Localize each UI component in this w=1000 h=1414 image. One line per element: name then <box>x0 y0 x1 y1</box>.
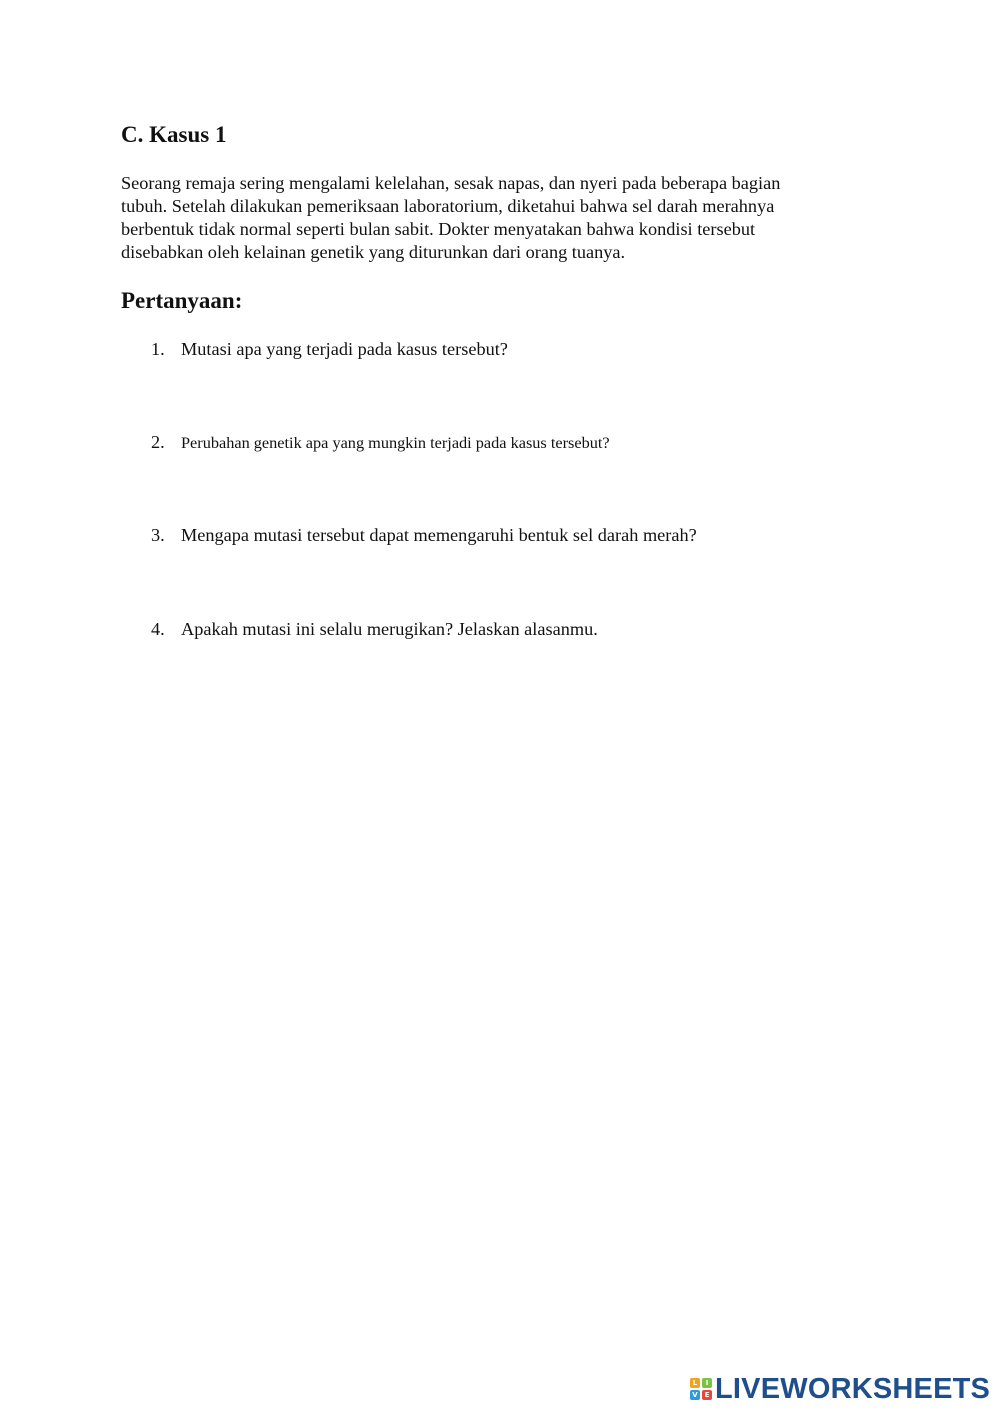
question-item-2 <box>151 431 610 454</box>
section-title: C. Kasus 1 <box>121 122 227 147</box>
logo-square-i: I <box>702 1378 712 1388</box>
liveworksheets-logo-icon <box>690 1378 712 1400</box>
questions-title: Pertanyaan: <box>121 288 243 313</box>
case-description-line: disebabkan oleh kelainan genetik yang diturunkan dari orang tuanya. <box>121 242 626 262</box>
question-number: 3. <box>151 525 165 545</box>
question-number: 4. <box>151 619 165 639</box>
logo-square-e: E <box>702 1390 712 1400</box>
liveworksheets-logo <box>690 1374 990 1404</box>
logo-square-l: L <box>690 1378 700 1388</box>
logo-square-v: V <box>690 1390 700 1400</box>
question-text: Perubahan genetik apa yang mungkin terjadi pada kasus tersebut? <box>181 433 610 452</box>
case-description <box>121 172 861 264</box>
question-number: 1. <box>151 339 165 359</box>
question-item-1 <box>151 338 508 360</box>
case-description-line: Seorang remaja sering mengalami kelelahan, sesak napas, dan nyeri pada beberapa bagian <box>121 173 781 193</box>
question-text: Apakah mutasi ini selalu merugikan? Jelaskan alasanmu. <box>181 619 598 639</box>
question-item-4 <box>151 618 598 640</box>
liveworksheets-logo-text: LIVEWORKSHEETS <box>715 1373 991 1405</box>
case-description-line: berbentuk tidak normal seperti bulan sabit. Dokter menyatakan bahwa kondisi tersebut <box>121 219 756 239</box>
case-description-line: tubuh. Setelah dilakukan pemeriksaan laboratorium, diketahui bahwa sel darah merahnya <box>121 196 775 216</box>
question-text: Mutasi apa yang terjadi pada kasus tersebut? <box>181 339 508 359</box>
question-item-3 <box>151 524 697 546</box>
question-number: 2. <box>151 432 165 452</box>
question-text: Mengapa mutasi tersebut dapat memengaruhi bentuk sel darah merah? <box>181 525 697 545</box>
